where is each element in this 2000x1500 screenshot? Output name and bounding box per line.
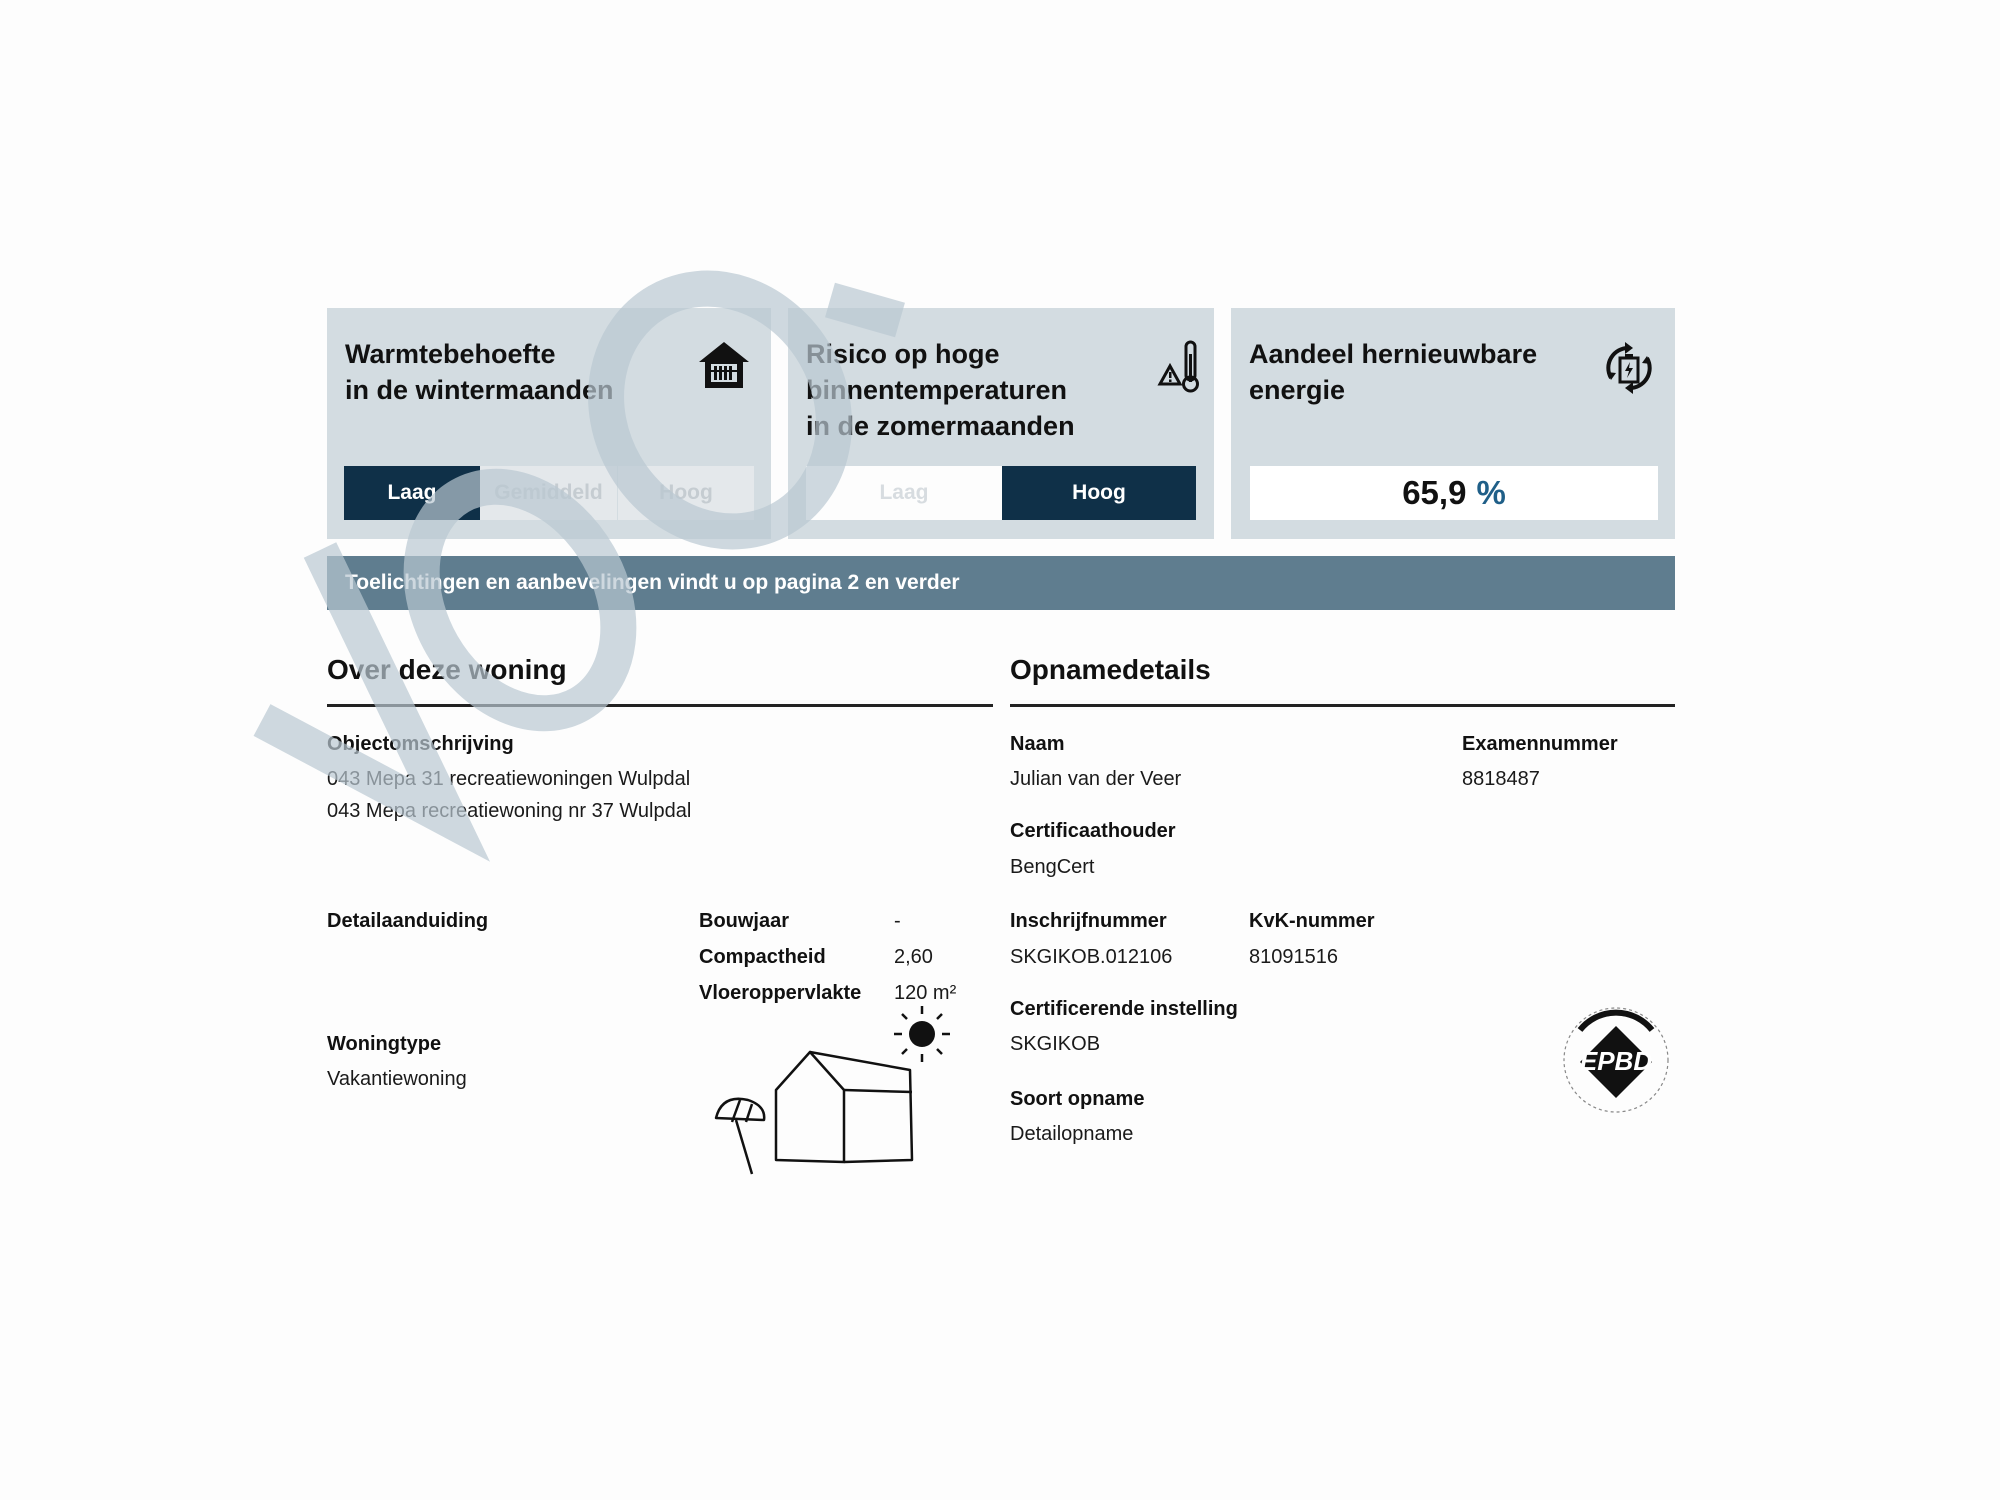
heat-demand-card xyxy=(327,308,771,539)
epbd-logo-text: EPBD xyxy=(1579,1046,1653,1076)
section-divider-woning xyxy=(327,704,993,707)
inschrijfnummer-value: SKGIKOB.012106 xyxy=(1010,946,1173,968)
beach-umbrella-icon xyxy=(716,1099,764,1174)
detail-label: Detailaanduiding xyxy=(327,910,489,932)
renewable-battery-icon xyxy=(1599,338,1659,398)
renewable-share-title: Aandeel hernieuwbare energie xyxy=(1249,339,1538,405)
renewable-value-unit: % xyxy=(1476,474,1506,511)
examennummer-label: Examennummer xyxy=(1462,733,1618,755)
epbd-logo xyxy=(1556,1000,1676,1120)
soort-opname-value: Detailopname xyxy=(1010,1123,1134,1145)
woningtype-value: Vakantiewoning xyxy=(327,1068,467,1090)
compactheid-value: 2,60 xyxy=(894,946,933,968)
soort-opname-label: Soort opname xyxy=(1010,1088,1145,1110)
heat-demand-title: Warmtebehoefte in de wintermaanden xyxy=(345,339,614,405)
kvk-label: KvK-nummer xyxy=(1249,910,1375,932)
inschrijfnummer-label: Inschrijfnummer xyxy=(1010,910,1167,932)
examennummer-value: 8818487 xyxy=(1462,768,1540,790)
heat-option-gemiddeld: Gemiddeld xyxy=(480,466,617,520)
heat-option-laag: Laag xyxy=(344,466,480,520)
overheat-option-laag: Laag xyxy=(806,466,1002,520)
renewable-value-number: 65,9 xyxy=(1402,474,1467,511)
sun-icon xyxy=(894,1006,950,1062)
naam-label: Naam xyxy=(1010,733,1065,755)
naam-value: Julian van der Veer xyxy=(1010,768,1182,790)
vloeroppervlakte-value: 120 m² xyxy=(894,982,957,1004)
object-description-line-2: 043 Mepa recreatiewoning nr 37 Wulpdal xyxy=(327,800,692,822)
holiday-house-illustration xyxy=(700,990,980,1180)
bouwjaar-label: Bouwjaar xyxy=(699,910,790,932)
woningtype-label: Woningtype xyxy=(327,1033,442,1055)
renewable-share-value xyxy=(1250,466,1658,520)
certificaathouder-label: Certificaathouder xyxy=(1010,820,1176,842)
overheat-risk-title: Risico op hoge binnentemperaturen in de zomermaanden xyxy=(806,339,1075,441)
heat-option-hoog: Hoog xyxy=(618,466,754,520)
house-heater-icon xyxy=(697,340,751,390)
recommendations-banner: Toelichtingen en aanbevelingen vindt u op pagina 2 en verder xyxy=(327,556,1675,610)
renewable-share-card xyxy=(1231,308,1675,539)
section-title-woning: Over deze woning xyxy=(327,654,567,685)
house-icon xyxy=(776,1052,912,1162)
overheat-risk-card xyxy=(788,308,1214,539)
object-description-line-1: 043 Mepa 31 recreatiewoningen Wulpdal xyxy=(327,768,691,790)
kvk-value: 81091516 xyxy=(1249,946,1338,968)
compactheid-label: Compactheid xyxy=(699,946,826,968)
certificaathouder-value: BengCert xyxy=(1010,856,1095,878)
certificerende-instelling-label: Certificerende instelling xyxy=(1010,998,1238,1020)
overheat-option-hoog: Hoog xyxy=(1002,466,1196,520)
vloeroppervlakte-label: Vloeroppervlakte xyxy=(699,982,862,1004)
certificerende-instelling-value: SKGIKOB xyxy=(1010,1033,1101,1055)
object-description-label: Objectomschrijving xyxy=(327,733,514,755)
section-divider-opname xyxy=(1010,704,1675,707)
bouwjaar-value: - xyxy=(894,910,901,932)
thermometer-warning-icon xyxy=(1156,338,1202,394)
section-title-opname: Opnamedetails xyxy=(1010,654,1211,685)
